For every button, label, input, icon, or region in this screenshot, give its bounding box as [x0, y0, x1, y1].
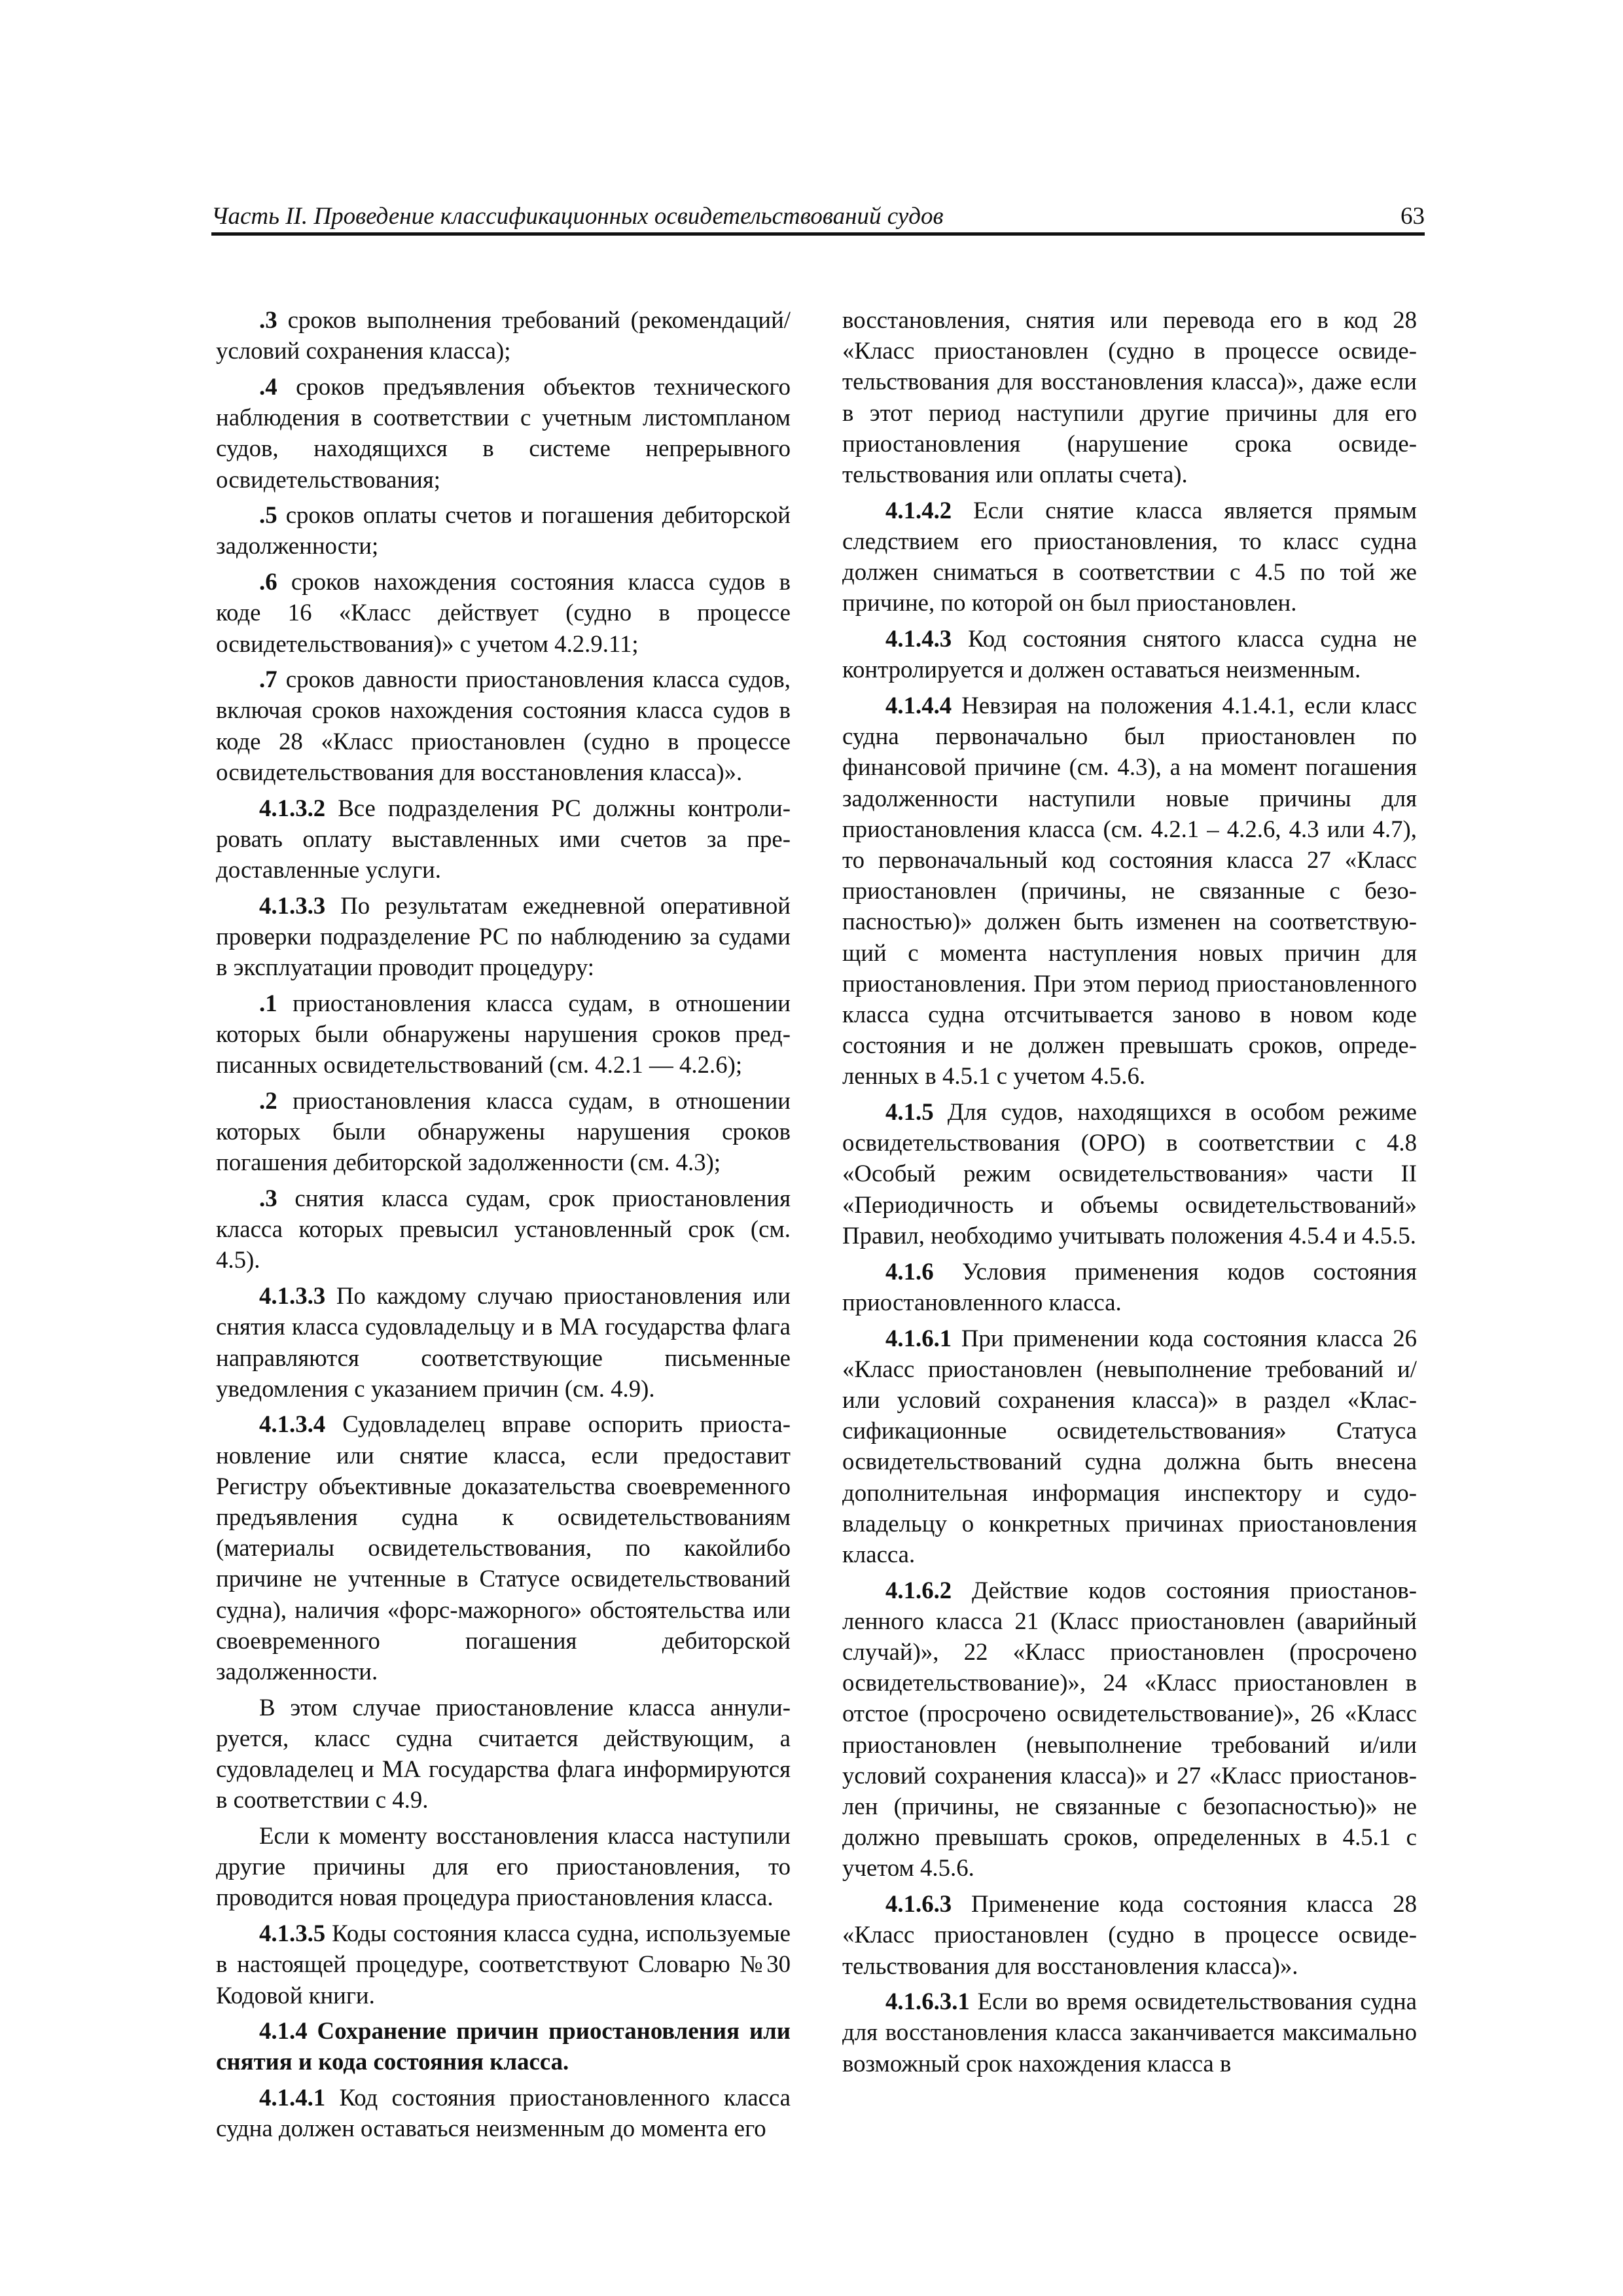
item-number: 4.1.5: [885, 1098, 934, 1126]
paragraph: [842, 304, 1417, 490]
paragraph-text: приостановления класса судам, в отношении которых были обнаружены нарушения сроков предписанных освидетельствований (см. 4.2.1 — 4.2.6);: [216, 989, 791, 1079]
left-column: [216, 304, 791, 2149]
paragraph: [216, 988, 791, 1081]
paragraph: [216, 304, 791, 366]
item-number: 4.1.6.3: [885, 1890, 952, 1918]
item-number: 4.1.6: [885, 1257, 934, 1285]
paragraph: [216, 499, 791, 561]
paragraph-text: сроков оплаты счетов и погашения дебиторской задолженности;: [216, 501, 791, 560]
paragraph-text: Коды состояния класса судна, используемые в настоящей процедуре, соответствуют Словарю №30 Кодовой книги.: [216, 1920, 791, 2009]
paragraph: [216, 1408, 791, 1687]
paragraph: [216, 890, 791, 983]
item-number: 4.1.4.2: [885, 496, 952, 524]
paragraph: [842, 1575, 1417, 1884]
paragraph-text: Действие кодов состояния приостановленного класса 21 (Класс приостановлен (аварийный случай)», 22 «Класс приостановлен (просрочено освидетельствование)», 24 «Класс приостановлен в отстое (просрочено освидетельствование)», 26 «Класс приостановлен (невыполнение требований и/или условий сохранения класса)» и 27 «Класс приостановлен (причины, не связанные с безопасностью)» не должно превышать сроков, определенных в 4.5.1 с учетом 4.5.6.: [842, 1576, 1417, 1882]
paragraph: [842, 1256, 1417, 1318]
paragraph: [216, 1918, 791, 2011]
paragraph-text: Если к моменту восстановления класса наступили другие причины для его приостановления, то проводится новая процедура приостановления класса.: [216, 1822, 791, 1911]
paragraph: [842, 690, 1417, 1092]
paragraph: [842, 495, 1417, 619]
paragraph: [216, 1692, 791, 1816]
item-number: 4.1.4.3: [885, 625, 952, 653]
paragraph-text: Код состояния приостановленного класса судна должен оставаться неизменным до момента его: [216, 2084, 791, 2142]
section-heading: [216, 2015, 791, 2077]
paragraph: [216, 1280, 791, 1404]
item-number: .7: [259, 666, 277, 693]
paragraph-text: сроков нахождения состояния класса судов в коде 16 «Класс действует (судно в процессе освидетельствования)» с учетом 4.2.9.11;: [216, 568, 791, 657]
item-number: .1: [259, 989, 277, 1016]
item-number: 4.1.3.5: [259, 1920, 326, 1947]
item-number: 4.1.4.1: [259, 2084, 326, 2111]
paragraph: [842, 623, 1417, 685]
paragraph-text: восстановления, снятия или перевода его в код 28 «Класс приостановлен (судно в процессе освидетельствования для восстановления класса)», даже если в этот период наступили другие причины для его приостановления (нарушение срока освидетельствования или оплаты счета).: [842, 306, 1417, 488]
paragraph-text: По каждому случаю приостановления или снятия класса судовладельцу и в МА государства флага направляются соответствующие письменные уведомления с указанием причин (см. 4.9).: [216, 1282, 791, 1402]
paragraph: [216, 1183, 791, 1276]
item-number: 4.1.3.2: [259, 794, 326, 821]
right-column: [842, 304, 1417, 2083]
paragraph: [842, 1888, 1417, 1981]
item-number: 4.1.3.3: [259, 891, 326, 919]
section-heading-text: 4.1.4 Сохранение причин приостановления или снятия и кода состояния класса.: [216, 2017, 791, 2075]
item-number: .5: [259, 501, 277, 529]
paragraph-text: По результатам ежедневной оперативной проверки подразделение РС по наблюдению за судами в эксплуатации проводит процедуру:: [216, 891, 791, 981]
paragraph: [216, 2082, 791, 2144]
paragraph-text: В этом случае приостановление класса аннулируется, класс судна считается действующим, а судовладелец и МА государства флага информируются в соответствии с 4.9.: [216, 1693, 791, 1814]
paragraph-text: Невзирая на положения 4.1.4.1, если класс судна первоначально был приостановлен по финансовой причине (см. 4.3), а на момент погашения задолженности наступили новые причины для приостановления класса (см. 4.2.1 – 4.2.6, 4.3 или 4.7), то первоначальный код состояния класса 27 «Класс приостановлен (причины, не связанные с безопасностью)» должен быть изменен на соответствующий с момента наступления новых причин для приостановления. При этом период приостановленного класса судна отсчитывается заново в новом коде состояния и не должен превышать сроков, определенных в 4.5.1 с учетом 4.5.6.: [842, 691, 1417, 1090]
running-header-title: Часть II. Проведение классификационных освидетельствований судов: [211, 203, 944, 230]
paragraph-text: сроков выполнения требований (рекомендаций/условий сохранения класса);: [216, 306, 791, 365]
paragraph-text: Код состояния снятого класса судна не контролируется и должен оставаться неизменным.: [842, 625, 1417, 683]
item-number: .2: [259, 1086, 277, 1114]
paragraph: [842, 1096, 1417, 1251]
item-number: 4.1.6.1: [885, 1324, 952, 1352]
paragraph: [216, 371, 791, 495]
page-number: 63: [1400, 203, 1425, 230]
paragraph: [216, 664, 791, 787]
item-number: 4.1.6.3.1: [885, 1988, 970, 2015]
paragraph-text: Для судов, находящихся в особом режиме освидетельствования (ОРО) в соответствии с 4.8 «Особый режим освидетельствования» части II «Периодичность и объемы освидетельствований» Правил, необходимо учитывать положения 4.5.4 и 4.5.5.: [842, 1098, 1417, 1249]
item-number: .3: [259, 1184, 277, 1211]
running-header: [211, 196, 1425, 236]
paragraph-text: снятия класса судам, срок приостановления класса которых превысил установленный срок (см. 4.5).: [216, 1184, 791, 1274]
paragraph: [216, 1820, 791, 1913]
item-number: .3: [259, 306, 277, 333]
item-number: 4.1.3.3: [259, 1282, 326, 1310]
item-number: 4.1.6.2: [885, 1576, 952, 1604]
header-rule: [211, 232, 1425, 236]
paragraph-text: приостановления класса судам, в отношении которых были обнаружены нарушения сроков погашения дебиторской задолженности (см. 4.3);: [216, 1086, 791, 1176]
paragraph-text: Все подразделения РС должны контролировать оплату выставленных ими счетов за предоставленные услуги.: [216, 794, 791, 883]
item-number: 4.1.3.4: [259, 1410, 326, 1438]
paragraph: [216, 1085, 791, 1178]
paragraph: [842, 1323, 1417, 1570]
paragraph: [216, 566, 791, 659]
paragraph-text: Судовладелец вправе оспорить приостановление или снятие класса, если предоставит Регистру объективные доказательства своевременного предъявления судна к освидетельствованиям (материалы освидетельствования, по какойлибо причине не учтенные в Статусе освидетельствований судна), наличия «форс-мажорного» обстоятельства или своевременного погашения дебиторской задолженности.: [216, 1410, 791, 1685]
paragraph: [842, 1986, 1417, 2079]
paragraph-text: сроков предъявления объектов технического наблюдения в соответствии с учетным листомпланом судов, находящихся в системе непрерывного освидетельствования;: [216, 372, 791, 493]
paragraph-text: сроков давности приостановления класса судов, включая сроков нахождения состояния класса судов в коде 28 «Класс приостановлен (судно в процессе освидетельствования для восстановления класса)».: [216, 666, 791, 785]
paragraph-text: При применении кода состояния класса 26 «Класс приостановлен (невыполнение требований и/или условий сохранения класса)» в раздел «Классификационные освидетельствования» Статуса освидетельствований судна должна быть внесена дополнительная информация инспектору и судовладельцу о конкретных причинах приостановления класса.: [842, 1324, 1417, 1568]
item-number: 4.1.4.4: [885, 691, 952, 719]
paragraph: [216, 793, 791, 886]
item-number: .4: [259, 372, 277, 400]
paragraph-text: Применение кода состояния класса 28 «Класс приостановлен (судно в процессе освидетельствования для восстановления класса)».: [842, 1890, 1417, 1979]
paragraph-text: Условия применения кодов состояния приостановленного класса.: [842, 1257, 1417, 1316]
item-number: .6: [259, 568, 277, 596]
paragraph-text: Если во время освидетельствования судна для восстановления класса заканчивается максимально возможный срок нахождения класса в: [842, 1988, 1417, 2077]
paragraph-text: Если снятие класса является прямым следствием его приостановления, то класс судна должен сниматься в соответствии с 4.5 по той же причине, по которой он был приостановлен.: [842, 496, 1417, 617]
